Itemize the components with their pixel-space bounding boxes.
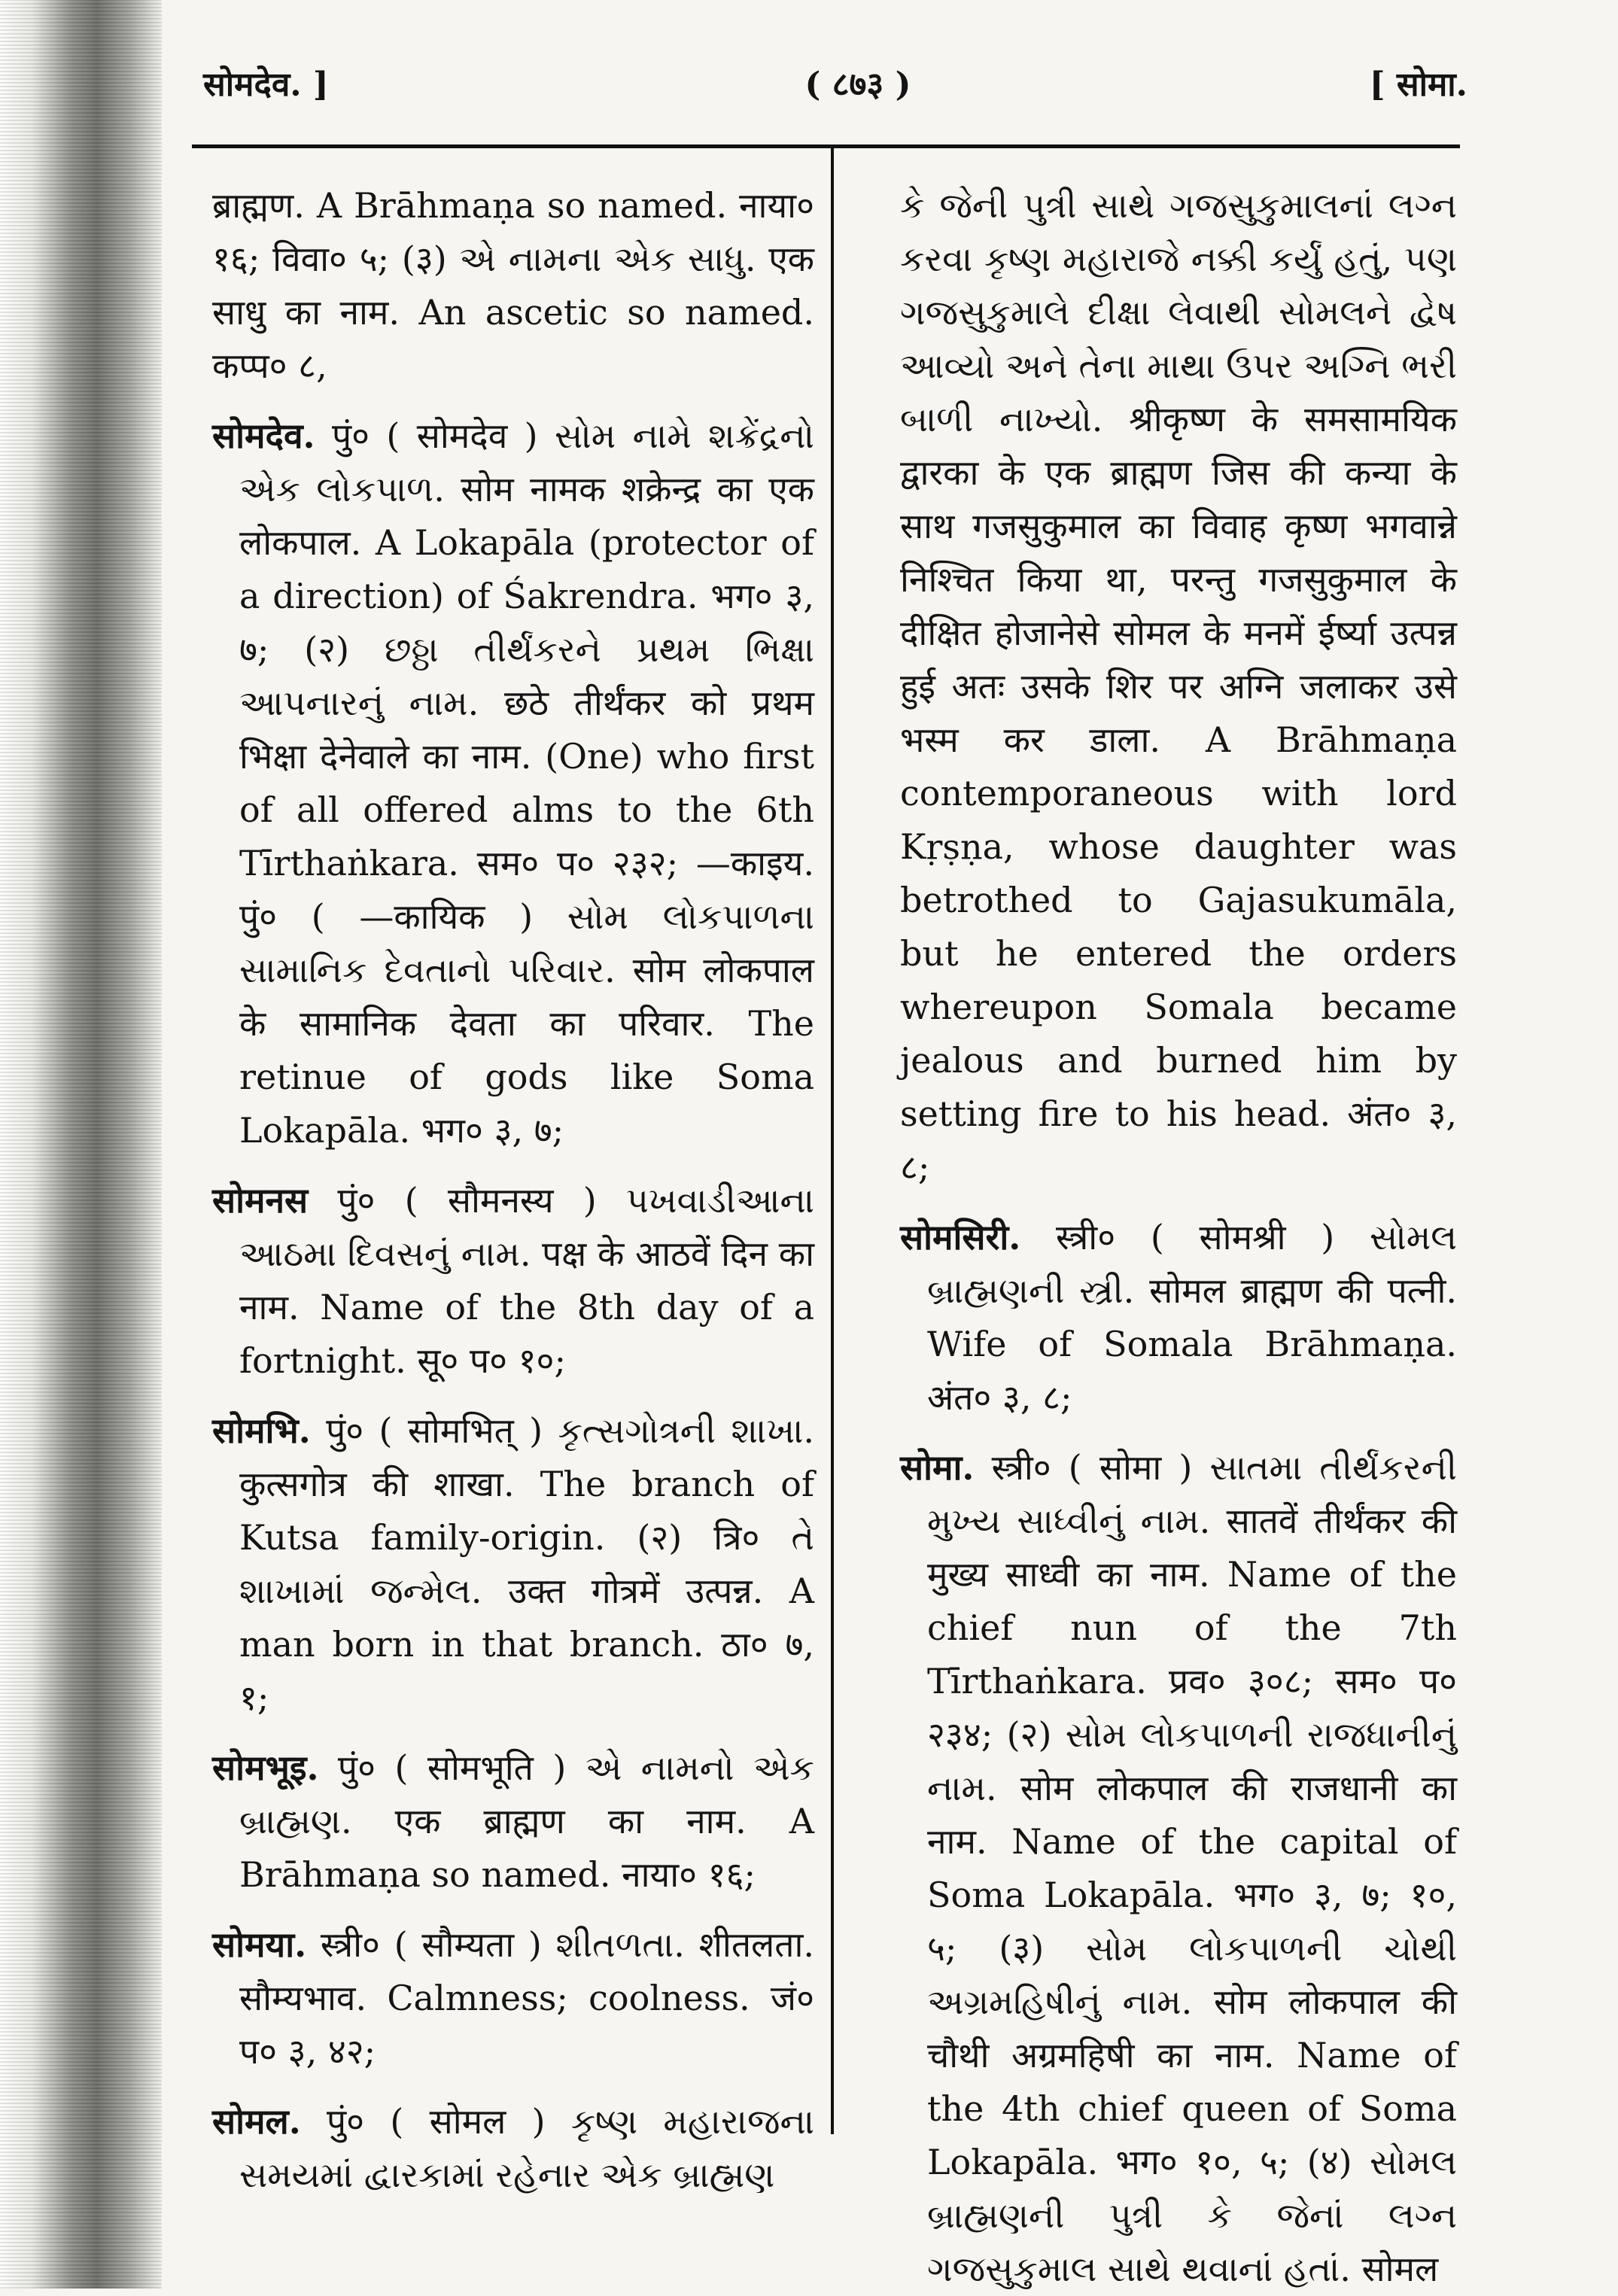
- dictionary-entry: [212, 1741, 814, 1902]
- entry-headword: सोमया.: [212, 1924, 307, 1965]
- dictionary-entry: [900, 1211, 1457, 1425]
- entry-headword: सोमभि.: [212, 1410, 311, 1451]
- entry-headword: सोमा.: [900, 1447, 975, 1488]
- left-column: [212, 179, 814, 2202]
- column-divider: [831, 147, 834, 2134]
- dictionary-entry: [212, 1174, 814, 1388]
- entry-text: पुं० ( सोमल ) કૃષ્ણ મહારાજના સમયમાં દ્વારકામાં રહેનાર એક બ્રાહ્મણ: [239, 2101, 814, 2195]
- dictionary-entry: [212, 1918, 814, 2079]
- dictionary-entry: [212, 1404, 814, 1725]
- entry-headword: सोमदेव.: [212, 415, 315, 456]
- running-head-left: सोमदेव. ]: [203, 65, 329, 104]
- running-head-right: [ सोमा.: [1369, 65, 1467, 104]
- header-rule: [192, 144, 1460, 148]
- entry-text: पुं० ( सौमनस्य ) પખવાડીઆના આઠમા દિવસનું નામ. पक्ष के आठवें दिन का नाम. Name of the 8th day of a fortnight. सू० प० १०;: [239, 1180, 814, 1381]
- entry-text: पुं० ( सोमभूति ) એ નામનો એક બ્રાહ્મણ. एक ब्राह्मण का नाम. A Brāhmaṇa so named. नाया० १६;: [239, 1747, 814, 1895]
- dictionary-entry: [900, 1441, 1457, 2296]
- entry-headword: सोमसिरी.: [900, 1217, 1021, 1257]
- right-column: [900, 179, 1457, 2296]
- entry-text: स्त्री० ( सौम्यता ) શીતળતા. शीतलता. सौम्यभाव. Calmness; coolness. जं० प० ३, ४२;: [239, 1924, 814, 2072]
- entry-headword: सोमनस: [212, 1180, 309, 1221]
- dictionary-entry: [900, 179, 1457, 1194]
- entry-text: કે જેની પુત્રી સાથે ગજસુકુમાલનાં લગ્ન કરવા કૃષ્ણ મહારાજે નક્કી કર્યું હતું, પણ ગજસુકુમાલે દીક્ષા લેવાથી સોમલને દ્વેષ આવ્યો અને તેના માથા ઉપર અગ્નિ ભરી બાળી નાખ્યો. श्रीकृष्ण के समसामयिक द्वारका के एक ब्राह्मण जिस की कन्या के साथ गजसुकुमाल का विवाह कृष्ण भगवान्ने निश्चित किया था, परन्तु गजसुकुमाल के दीक्षित होजानेसे सोमल के मनमें ईर्ष्या उत्पन्न हुई अतः उसके शिर पर अग्नि जलाकर उसे भस्म कर डाला. A Brāhmaṇa contemporaneous with lord Kṛṣṇa, whose daughter was betrothed to Gajasukumāla, but he entered the orders whereupon Somala became jealous and burned him by setting fire to his head. अंत० ३, ८;: [900, 185, 1457, 1188]
- entry-text: स्त्री० ( सोमा ) સાતમા તીર્થંકરની મુખ્ય સાધ્વીનું નામ. सातवें तीर्थंकर की मुख्य साध्वी का नाम. Name of the chief nun of the 7th Tīrthaṅkara. प्रव० ३०८; सम० प० २३४; (२) સોમ લોકપાળની રાજધાનીનું નામ. सोम लोकपाल की राजधानी का नाम. Name of the capital of Soma Lokapāla. भग० ३, ७; १०, ५; (३) સોમ લોકપાળની ચોથી અગ્રમહિષીનું નામ. सोम लोकपाल की चौथी अग्रमहिषी का नाम. Name of the 4th chief queen of Soma Lokapāla. भग० १०, ५; (४) સોમલ બ્રાહ્મણની પુત્રી કે જેનાં લગ્ન ગજસુકુમાલ સાથે થવાનાં હતાં. सोमल: [927, 1447, 1457, 2289]
- entry-text: स्त्री० ( सोमश्री ) સોમલ બ્રાહ્મણની સ્ત્રી. सोमल ब्राह्मण की पत्नी. Wife of Somala Brāhmaṇa. अंत० ३, ८;: [927, 1217, 1457, 1418]
- entry-headword: सोमल.: [212, 2101, 301, 2142]
- dictionary-entry: [212, 409, 814, 1157]
- dictionary-entry: [212, 179, 814, 393]
- page-header: [203, 47, 1467, 114]
- dictionary-entry: [212, 2095, 814, 2202]
- entry-text: पुं० ( सोमभित् ) કૃત્સગોત્રની શાખા. कुत्सगोत्र की शाखा. The branch of Kutsa family-origin. (२) त्रि० તે શાખામાં જન્મેલ. उक्त गोत्रमें उत्पन्न. A man born in that branch. ठा० ७, १;: [239, 1410, 814, 1718]
- page-number: ( ८७३ ): [804, 65, 911, 104]
- entry-text: ब्राह्मण. A Brāhmaṇa so named. नाया० १६; विवा० ५; (३) એ નામના એક સાધુ. एक साधु का नाम. An ascetic so named. कप्प० ८,: [212, 185, 814, 386]
- entry-text: पुं० ( सोमदेव ) સોમ નામે શક્રેંદ્રનો એક લોકપાળ. सोम नामक शक्रेन्द्र का एक लोकपाल. A Lokapāla (protector of a direction) of Śakrendra. भग० ३, ७; (२) છઠ્ઠા તીર્થંકરને પ્રથમ ભિક્ષા આપનારનું નામ. छठे तीर्थंकर को प्रथम भिक्षा देनेवाले का नाम. (One) who first of all offered alms to the 6th Tīrthaṅkara. सम० प० २३२; —काइय. पुं० ( —कायिक ) સોમ લોકપાળના સામાનિક દેવતાનો પરિવાર. सोम लोकपाल के सामानिक देवता का परिवार. The retinue of gods like Soma Lokapāla. भग० ३, ७;: [239, 415, 814, 1151]
- entry-headword: सोमभूइ.: [212, 1747, 319, 1788]
- book-spine-shadow: [0, 0, 162, 2288]
